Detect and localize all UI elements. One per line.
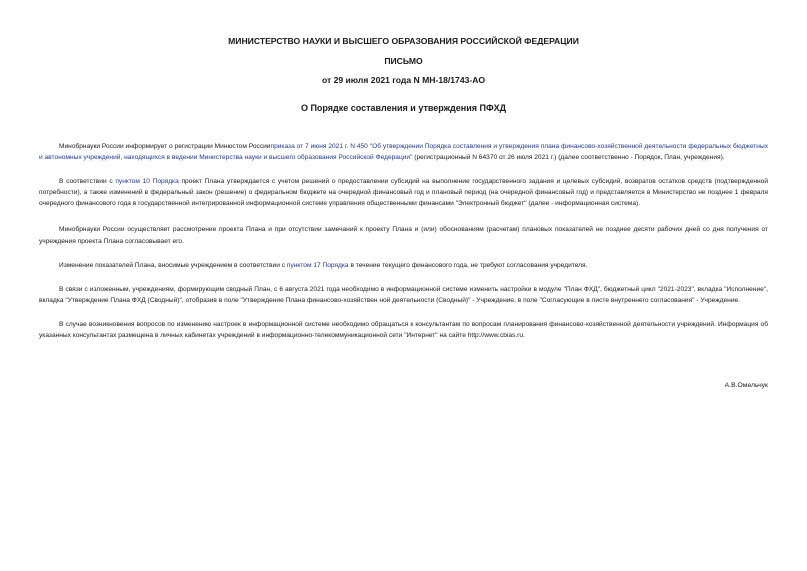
document-body: [39, 141, 768, 354]
ministry-heading: МИНИСТЕРСТВО НАУКИ И ВЫСШЕГО ОБРАЗОВАНИЯ РОССИЙСКОЙ ФЕДЕРАЦИИ: [228, 36, 579, 46]
paragraph-item-10: В соответствии с пунктом 10 Порядка проект Плана утверждается с учетом решений о предоставлении субсидий на выполнение государственного задания и целевых субсидий, возвратов остатков средств (подтвержденной потребности), а также изменений в федеральный закон (решение) о федеральном бюджете на очередной финансовый год и плановый период (на очередной финансовый год) и представляется в Министерство не позднее 1 февраля очередного финансового года в государственной интегрированной информационной системе управления общественными финансами "Электронный бюджет" (далее - информационная система).: [39, 178, 768, 208]
document-date-number: от 29 июля 2021 года N МН-18/1743-АО: [321, 75, 486, 85]
paragraph-item-17: Изменение показателей Плана, вносимые учреждением в соответствии с пунктом 17 Порядка в течение текущего финансового года, не требуют согласования учредителя.: [59, 261, 588, 269]
paragraph-settings: В связи с изложенным, учреждениям, формирующим сводный План, с 6 августа 2021 года необходимо в информационной системе изменить настройки в модуле "План ФХД", бюджетный цикл "2021-2023", вкладка "Исполнение", вкладка "Утверждение Плана ФХД (Сводный)", отобразив в поле "Утверждение Плана финансово-хозяйствен ной деятельности (Сводный)" - Учреждение, в поле "Согласующие в листе внутреннего согласования" - Учреждение.: [39, 285, 768, 304]
document-subject: О Порядке составления и утверждения ПФХД: [300, 103, 507, 113]
signature: А.В.Омельчук: [724, 382, 768, 389]
order-450-link[interactable]: приказа от 7 июня 2021 г. N 450 "Об утверждении Порядка составления и утверждения плана финансово-хозяйственной деятельности федеральных бюджетных и автономных учреждений, находящихся в ведении Министерства науки и высшего образования Российской Федерации": [39, 143, 768, 162]
item-10-link[interactable]: пунктом 10 Порядка: [115, 178, 179, 186]
document-type: ПИСЬМО: [384, 56, 423, 66]
paragraph-consultants: В случае возникновения вопросов по изменению настроек в информационной системе необходимо обращаться к консультантам по вопросам планирования финансово-хозяйственной деятельности учреждений. Информация об указанных консультантах размещена в личных кабинетах учреждений в информационно-телекоммуникационной сети "Интернет" на сайте http://www.cbias.ru.: [39, 320, 768, 340]
paragraph-review: Минобрнауки России осуществляет рассмотрение проекта Плана и при отсутствии замечаний к проекту Плана и (или) обоснованиям (расчетам) плановых показателей не позднее десяти рабочих дней со дня получения от учреждения проекта Плана согласовывает его.: [39, 226, 768, 245]
item-17-link[interactable]: пунктом 17 Порядка: [286, 261, 349, 269]
paragraph-registration: Минобрнауки России информирует о регистрации Минюстом Россииприказа от 7 июня 2021 г. N 450 "Об утверждении Порядка составления и утверждения плана финансово-хозяйственной деятельности федеральных бюджетных и автономных учреждений, находящихся в ведении Министерства науки и высшего образования Российской Федерации" (регистрационный N 64370 от 26 июля 2021 г.) (далее соответственно - Порядок, План, учреждения).: [39, 143, 768, 162]
